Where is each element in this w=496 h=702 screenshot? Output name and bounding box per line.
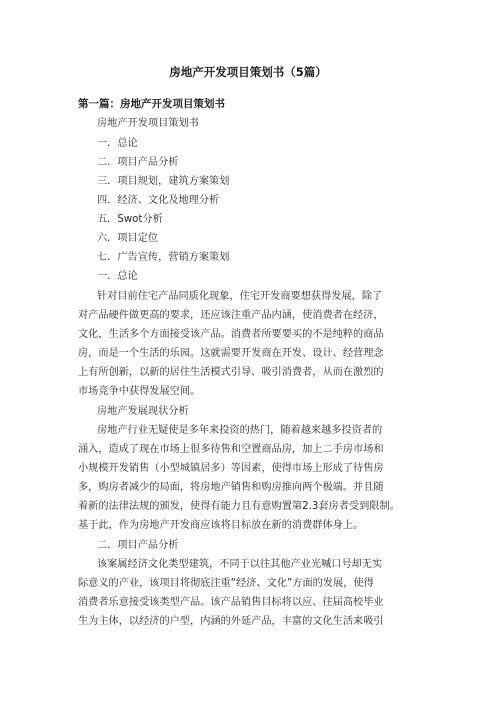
paragraph-line: 文化，生活多个方面接受该产品。消费者所要要买的不是纯粹的商品 xyxy=(78,329,384,340)
paragraph-line: 小规模开发销售（小型城镇居多）等因素，使得市场上形成了待售房 xyxy=(78,463,384,474)
document-title: 房地产开发项目策划书（5篇） xyxy=(169,65,327,79)
paragraph-line: 多，购房者减少的局面，将房地产销售和购房推向两个极端。并且随 xyxy=(78,482,384,493)
section-2-heading: 二．项目产品分析 xyxy=(97,540,179,551)
paragraph-line: 市场竞争中获得发展空间。 xyxy=(78,386,201,397)
paragraph-line: 该案属经济文化类型建筑，不同于以往其他产业光喊口号却无实 xyxy=(97,559,383,570)
paragraph-line: 着新的法律法规的颁发，使得有能力且有意购置第2.3套房者受到限制。 xyxy=(78,501,400,512)
paragraph-line: 房地产行业无疑使是多年来投资的热门，随着越来越多投资者的 xyxy=(97,425,383,436)
paragraph-line: 对产品硬件做更高的要求，还应该注重产品内涵，使消费者在经济， xyxy=(78,310,384,321)
section-heading: 第一篇：房地产开发项目策划书 xyxy=(78,98,225,110)
toc-item: 三．项目规划，建筑方案策划 xyxy=(97,176,230,187)
paragraph-line: 房，而是一个生活的乐园。这就需要开发商在开发、设计、经营理念 xyxy=(78,348,384,359)
toc-item: 一．总论 xyxy=(97,138,138,149)
toc-item: 六．项目定位 xyxy=(97,233,159,244)
section-1-heading: 一．总论 xyxy=(97,271,138,282)
paragraph-line: 消费者乐意接受该类型产品。该产品销售目标将以应、往届高校毕业 xyxy=(78,597,384,608)
toc-item: 五．Swot分析 xyxy=(97,214,163,225)
paragraph-line: 生为主体，以经济的户型，内涵的外延产品，丰富的文化生活来吸引 xyxy=(78,616,384,627)
toc-item: 七．广告宣传，营销方案策划 xyxy=(97,252,230,263)
subsection-heading: 房地产发展现状分析 xyxy=(97,406,189,417)
paragraph-line: 涌入，造成了现在市场上很多待售和空置商品房，加上二手房市场和 xyxy=(78,444,384,455)
toc-item: 四．经济、文化及地理分析 xyxy=(97,195,220,206)
paragraph-line: 上有所创新，以新的居住生活模式引导、吸引消费者，从而在激烈的 xyxy=(78,367,384,378)
document-subtitle: 房地产开发项目策划书 xyxy=(97,118,199,129)
paragraph-line: 际意义的产业，该项目将彻底注重“经济、文化”方面的发展，使得 xyxy=(78,578,374,589)
paragraph-line: 针对目前住宅产品同质化现象，住宅开发商要想获得发展，除了 xyxy=(97,291,383,302)
toc-item: 二．项目产品分析 xyxy=(97,157,179,168)
paragraph-line: 基于此，作为房地产开发商应该将目标放在新的消费群体身上。 xyxy=(78,520,364,531)
